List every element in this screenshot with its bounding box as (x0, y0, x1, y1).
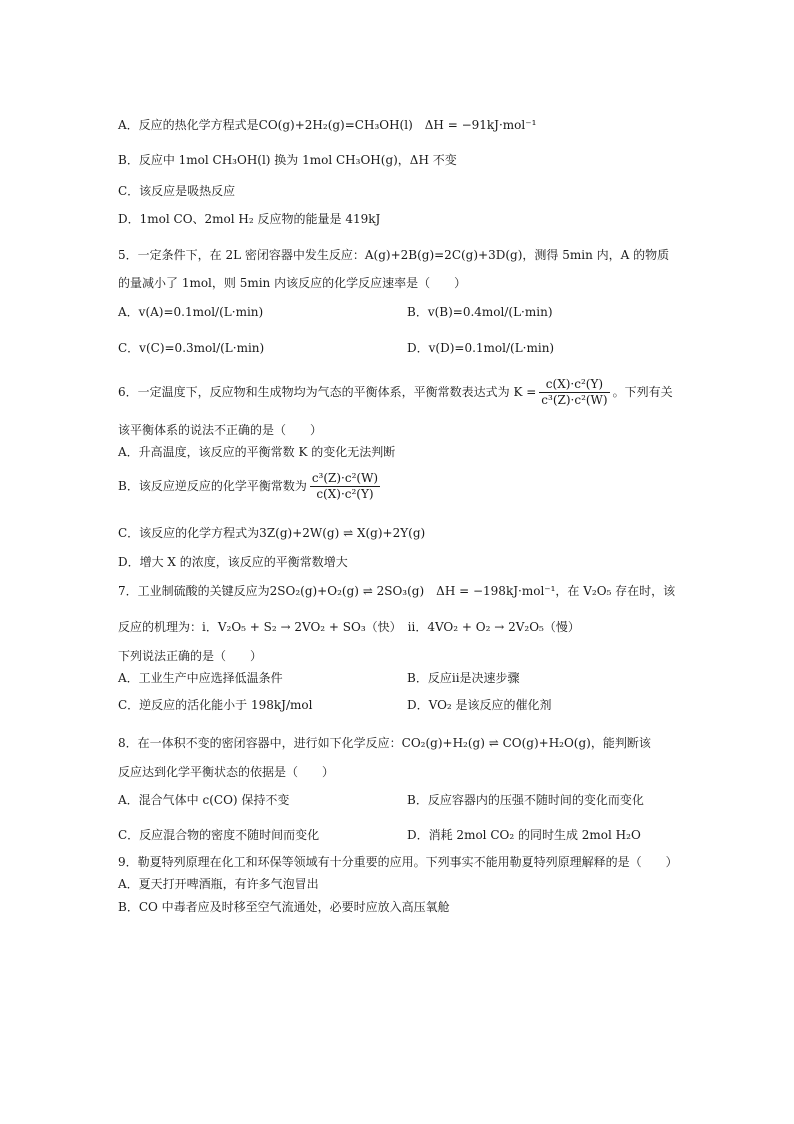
q4-option-a: A．反应的热化学方程式是CO(g)+2H₂(g)=CH₃OH(l) ΔH = −91kJ·mol⁻¹ (118, 118, 537, 132)
q9-stem: 9．勒夏特列原理在化工和环保等领域有十分重要的应用。下列事实不能用勒夏特列原理解释的是（ ） (118, 855, 678, 869)
q5-option-d: D．v(D)=0.1mol/(L·min) (407, 341, 555, 355)
q5-option-b: B．v(B)=0.4mol/(L·min) (407, 305, 553, 319)
q8-option-b: B．反应容器内的压强不随时间的变化而变化 (407, 793, 644, 807)
q7-option-b: B．反应ⅱ是决速步骤 (407, 671, 520, 685)
q8-option-a: A．混合气体中 c(CO) 保持不变 (118, 793, 290, 807)
q7-stem-line1: 7．工业制硫酸的关键反应为2SO₂(g)+O₂(g) ⇌ 2SO₃(g) ΔH = −198kJ·mol⁻¹，在 V₂O₅ 存在时，该 (118, 584, 676, 598)
q6-option-b-denominator: c(X)·c²(Y) (316, 487, 374, 501)
q6-k-denominator: c³(Z)·c²(W) (541, 393, 608, 407)
q6-k-numerator: c(X)·c²(Y) (539, 377, 609, 393)
q5-stem-line1: 5．一定条件下，在 2L 密闭容器中发生反应：A(g)+2B(g)=2C(g)+3D(g)，测得 5min 内，A 的物质 (118, 248, 670, 262)
q7-option-c: C．逆反应的活化能小于 198kJ/mol (118, 698, 313, 712)
q4-option-c: C．该反应是吸热反应 (118, 184, 236, 198)
q6-stem-line2: 该平衡体系的说法不正确的是（ ） (118, 423, 323, 437)
q6-option-b (118, 468, 383, 504)
q6-option-d: D．增大 X 的浓度，该反应的平衡常数增大 (118, 555, 348, 569)
q6-k-fraction (539, 377, 609, 408)
q5-option-a: A．v(A)=0.1mol/(L·min) (118, 305, 264, 319)
q6-option-c: C．该反应的化学方程式为3Z(g)+2W(g) ⇌ X(g)+2Y(g) (118, 526, 426, 540)
q9-option-b: B．CO 中毒者应及时移至空气流通处，必要时应放入高压氧舱 (118, 900, 450, 914)
q8-option-d: D．消耗 2mol CO₂ 的同时生成 2mol H₂O (407, 828, 641, 842)
q6-option-b-numerator: c³(Z)·c²(W) (311, 471, 379, 485)
q8-stem-line2: 反应达到化学平衡状态的依据是（ ） (118, 765, 335, 779)
q5-stem-line2: 的量减小了 1mol，则 5min 内该反应的化学反应速率是（ ） (118, 276, 467, 290)
q8-option-c: C．反应混合物的密度不随时间而变化 (118, 828, 320, 842)
q7-option-d: D．VO₂ 是该反应的催化剂 (407, 698, 552, 712)
q6-stem-line1 (118, 374, 673, 410)
q5-option-c: C．v(C)=0.3mol/(L·min) (118, 341, 265, 355)
q4-option-b: B．反应中 1mol CH₃OH(l) 换为 1mol CH₃OH(g)，ΔH 不变 (118, 153, 457, 167)
q7-stem-line2: 反应的机理为：ⅰ．V₂O₅ + S₂ → 2VO₂ + SO₃（快） ⅱ．4VO₂ + O₂ → 2V₂O₅（慢） (118, 620, 580, 634)
q4-option-d: D．1mol CO、2mol H₂ 反应物的能量是 419kJ (118, 212, 381, 226)
q6-option-b-prefix: B．该反应逆反应的化学平衡常数为 (118, 479, 307, 493)
q6-option-a: A．升高温度，该反应的平衡常数 K 的变化无法判断 (118, 445, 396, 459)
q9-option-a: A．夏天打开啤酒瓶，有许多气泡冒出 (118, 877, 319, 891)
q6-stem-suffix: 。下列有关 (612, 385, 673, 399)
q6-option-b-fraction (310, 471, 380, 502)
q8-stem-line1: 8．在一体积不变的密闭容器中，进行如下化学反应：CO₂(g)+H₂(g) ⇌ CO(g)+H₂O(g)，能判断该 (118, 736, 651, 750)
q7-stem-line3: 下列说法正确的是（ ） (118, 649, 263, 663)
q6-stem-prefix: 6．一定温度下，反应物和生成物均为气态的平衡体系，平衡常数表达式为 K = (118, 385, 537, 399)
q7-option-a: A．工业生产中应选择低温条件 (118, 671, 283, 685)
